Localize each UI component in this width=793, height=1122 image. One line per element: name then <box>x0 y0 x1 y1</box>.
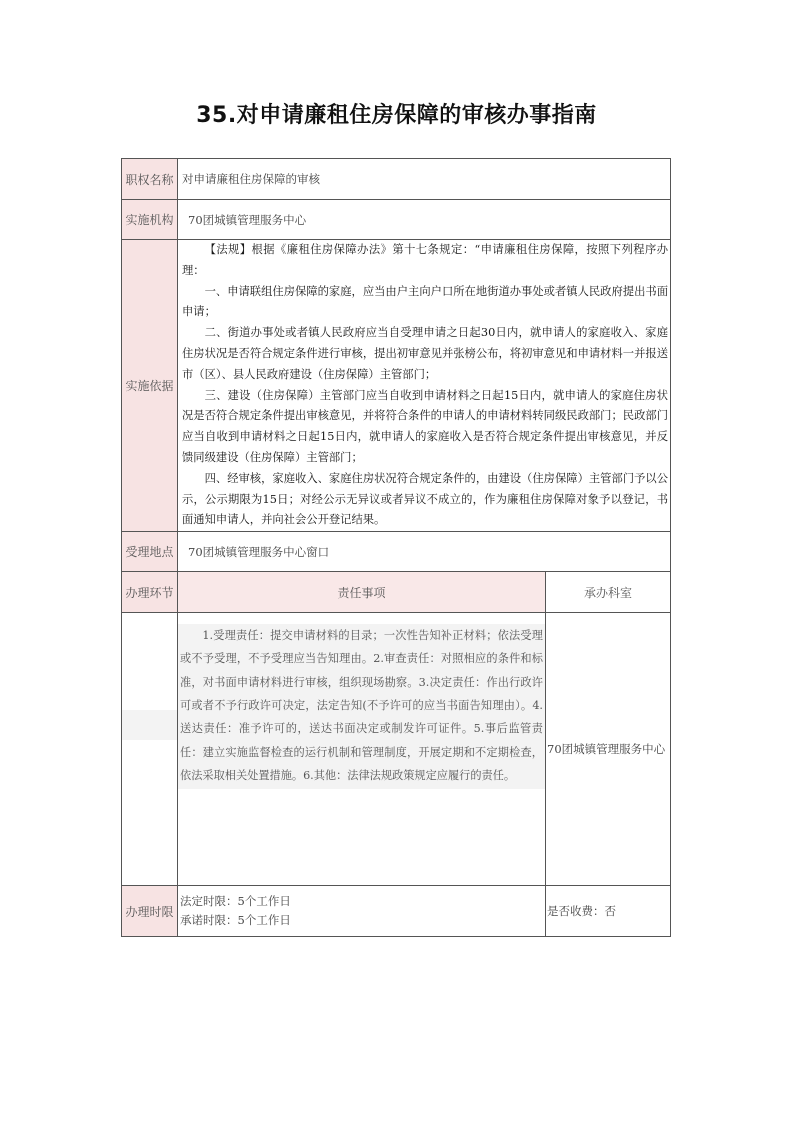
promised-time-limit: 承诺时限：5个工作日 <box>180 913 291 928</box>
document-title: 35.对申请廉租住房保障的审核办事指南 <box>196 103 597 128</box>
time-limit-cell <box>178 886 546 937</box>
department-value: 70团城镇管理服务中心 <box>546 613 671 886</box>
basis-paragraph: 四、经审核，家庭收入、家庭住房状况符合规定条件的，由建设（住房保障）主管部门予以公示，公示期限为15日；对经公示无异议或者异议不成立的，作为廉租住房保障对象予以登记，书面通知申请人，并向社会公开登记结果。 <box>182 471 668 527</box>
process-stub-cell <box>122 613 178 886</box>
agency-label: 实施机构 <box>122 200 178 240</box>
service-guide-table <box>121 158 671 937</box>
department-column-header: 承办科室 <box>546 572 671 613</box>
authority-name-label: 职权名称 <box>122 159 178 200</box>
row-time-limit <box>122 886 671 937</box>
row-basis <box>122 240 671 532</box>
authority-name-value: 对申请廉租住房保障的审核 <box>178 159 671 200</box>
basis-label: 实施依据 <box>122 240 178 532</box>
row-process-header <box>122 572 671 613</box>
fee-status: 是否收费：否 <box>546 886 671 937</box>
basis-text <box>178 240 671 532</box>
row-authority-name <box>122 159 671 200</box>
row-agency <box>122 200 671 240</box>
basis-paragraph: 一、申请联组住房保障的家庭，应当由户主向户口所在地街道办事处或者镇人民政府提出书面申请； <box>182 284 668 319</box>
basis-paragraph: 二、街道办事处或者镇人民政府应当自受理申请之日起30日内，就申请人的家庭收入、家庭住房状况是否符合规定条件进行审核，提出初审意见并张榜公布，将初审意见和申请材料一并报送市（区）、县人民政府建设（住房保障）主管部门； <box>182 326 668 381</box>
time-limit-label: 办理时限 <box>122 886 178 937</box>
responsibility-text: 1.受理责任：提交申请材料的目录；一次性告知补正材料；依法受理或不予受理，不予受理应当告知理由。2.审查责任：对照相应的条件和标准，对书面申请材料进行审核，组织现场勘察。3.决定责任：作出行政许可或者不予行政许可决定，法定告知(不予许可的应当书面告知理由）。4.送达责任：准予许可的，送达书面决定或制发许可证件。5.事后监管责任：建立实施监督检查的运行机制和管理制度，开展定期和不定期检查，依法采取相关处置措施。6.其他：法律法规政策规定应履行的责任。 <box>180 629 543 782</box>
basis-paragraph: 三、建设（住房保障）主管部门应当自收到申请材料之日起15日内，就申请人的家庭住房状况是否符合规定条件提出审核意见，并将符合条件的申请人的申请材料转同级民政部门；民政部门应当自收到申请材料之日起15日内，就申请人的家庭收入是否符合规定条件提出审核意见，并反馈同级建设（住房保障）主管部门； <box>182 388 668 464</box>
agency-value: 70团城镇管理服务中心 <box>178 200 671 240</box>
location-label: 受理地点 <box>122 532 178 572</box>
row-location <box>122 532 671 572</box>
process-label: 办理环节 <box>122 572 178 613</box>
location-value: 70团城镇管理服务中心窗口 <box>178 532 671 572</box>
row-shading <box>122 710 177 740</box>
row-process-detail <box>122 613 671 886</box>
legal-time-limit: 法定时限：5个工作日 <box>180 894 291 909</box>
responsibility-cell <box>178 613 546 886</box>
responsibility-column-header: 责任事项 <box>178 572 546 613</box>
basis-paragraph: 【法规】根据《廉租住房保障办法》第十七条规定：“申请廉租住房保障，按照下列程序办理： <box>182 243 668 277</box>
